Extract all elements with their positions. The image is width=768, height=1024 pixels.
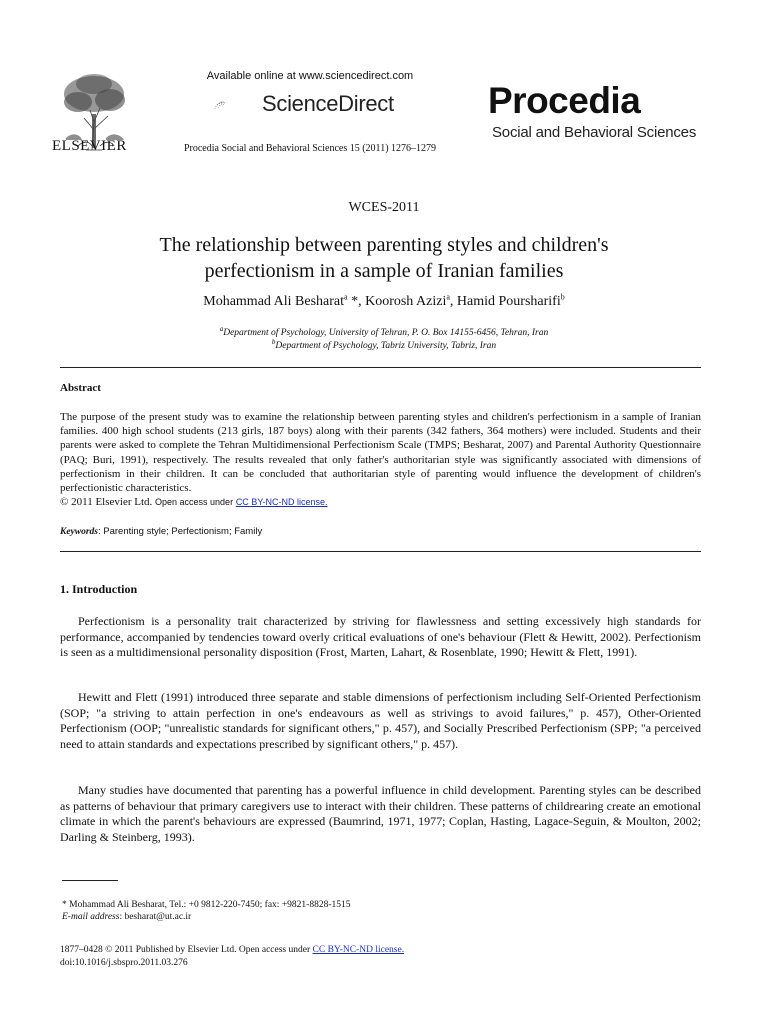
author-affiliation-mark: b xyxy=(560,292,565,302)
author-name: Mohammad Ali Besharat xyxy=(203,294,345,309)
footer-issn-line xyxy=(60,945,404,955)
abstract-body: The purpose of the present study was to examine the relationship between parenting styles and children's perfectionism in a sample of Iranian families. 400 high school students (213 girls, 187 boys) along with their parents (342 fathers, 364 mothers) were included. Students and their parents were asked to complete the Tehran Multidimensional Perfectionism Scale (TMPS; Besharat, 2007) and Parental Authority Questionnaire (PAQ; Buri, 1991), respectively. The results revealed that only father's authoritarian style was significantly associated with dimensions of perfectionism in their children. It can be concluded that authoritarian style of parenting would influence the development of children's perfectionistic characteristics. xyxy=(60,411,701,495)
paper-title-line-1: The relationship between parenting styles and children's xyxy=(159,234,609,256)
license-link[interactable]: CC BY-NC-ND license. xyxy=(235,497,328,507)
sciencedirect-wordmark: ScienceDirect xyxy=(262,91,394,116)
introduction-heading: 1. Introduction xyxy=(60,582,138,596)
keywords-text: : Parenting style; Perfectionism; Family xyxy=(98,526,263,537)
procedia-wordmark: Procedia xyxy=(488,80,641,121)
body-paragraph: Many studies have documented that parenting has a powerful influence in child development. Parenting styles can be described as patterns of behaviour that primary caregivers use to interact with their children. These patterns of childrearing create an emotional climate in which the parent's behaviours are expressed (Baumrind, 1971, 1977; Coplan, Hasting, Lagace-Seguin, & Moulton, 2002; Darling & Steinberg, 1993). xyxy=(60,783,701,844)
footnote-email xyxy=(62,912,191,922)
body-paragraph: Hewitt and Flett (1991) introduced three separate and stable dimensions of perfectionism including Self-Oriented Perfectionism (SOP; "a striving to attain perfection in one's endeavours as well as strivings to avoid failures," p. 457), Other-Oriented Perfectionism (OOP; "unrealistic standards for significant others," p. 457), and Socially Prescribed Perfectionism (SPP; "a perceived need to attain standards and expectations prescribed by significant others," p. 457). xyxy=(60,690,701,751)
copyright-line xyxy=(60,496,328,508)
conference-name: WCES-2011 xyxy=(348,200,420,215)
author-affiliation-mark: a xyxy=(446,292,450,302)
affiliation-a xyxy=(60,324,708,338)
affiliation-b xyxy=(60,337,708,351)
copyright-text: © 2011 Elsevier Ltd. xyxy=(60,496,153,508)
open-access-text: Open access under xyxy=(155,497,234,507)
footnote-email-value: : besharat@ut.ac.ir xyxy=(119,912,192,922)
corresponding-author-mark: *, xyxy=(347,294,366,309)
footer-license-link[interactable]: CC BY-NC-ND license. xyxy=(312,945,405,955)
affiliation-mark: b xyxy=(271,337,276,346)
author-name: Koorosh Azizi xyxy=(365,294,447,309)
author-separator: , xyxy=(449,294,457,309)
procedia-subtitle: Social and Behavioral Sciences xyxy=(492,124,697,141)
section-divider xyxy=(60,551,701,552)
available-online-text: Available online at www.sciencedirect.com xyxy=(206,70,414,82)
journal-citation: Procedia Social and Behavioral Sciences 15 (2011) 1276–1279 xyxy=(183,143,437,154)
footnote-email-label: E-mail address xyxy=(62,912,120,922)
elsevier-wordmark: ELSEVIER xyxy=(52,138,127,154)
paper-title xyxy=(60,232,708,284)
author-affiliation-mark: a xyxy=(344,292,348,302)
keywords-line xyxy=(60,526,262,537)
sciencedirect-dots-icon xyxy=(214,88,262,122)
footer-doi: doi:10.1016/j.sbspro.2011.03.276 xyxy=(60,958,188,968)
affiliation-text: Department of Psychology, Tabriz University, Tabriz, Iran xyxy=(275,341,497,351)
body-paragraph: Perfectionism is a personality trait characterized by striving for flawlessness and setting excessively high standards for performance, accompanied by tendencies toward overly critical evaluations of one's behaviour (Flett & Hewitt, 2002). Perfectionism is seen as a multidimensional personality disposition (Frost, Marten, Lahart, & Rosenblate, 1990; Hewitt & Flett, 1991). xyxy=(60,614,701,660)
paper-title-line-2: perfectionism in a sample of Iranian families xyxy=(204,260,564,282)
keywords-label: Keywords xyxy=(60,527,98,537)
footnote-contact: * Mohammad Ali Besharat, Tel.: +0 9812-220-7450; fax: +9821-8828-1515 xyxy=(62,900,351,910)
author-name: Hamid Poursharifi xyxy=(456,294,561,309)
affiliation-mark: a xyxy=(219,324,224,333)
footnote-divider xyxy=(62,880,118,881)
author-list xyxy=(60,294,708,310)
affiliation-text: Department of Psychology, University of Tehran, P. O. Box 14155-6456, Tehran, Iran xyxy=(223,328,549,338)
section-divider xyxy=(60,367,701,368)
footer-issn-text: 1877–0428 © 2011 Published by Elsevier Ltd. Open access under xyxy=(60,945,311,955)
abstract-heading: Abstract xyxy=(60,382,101,394)
